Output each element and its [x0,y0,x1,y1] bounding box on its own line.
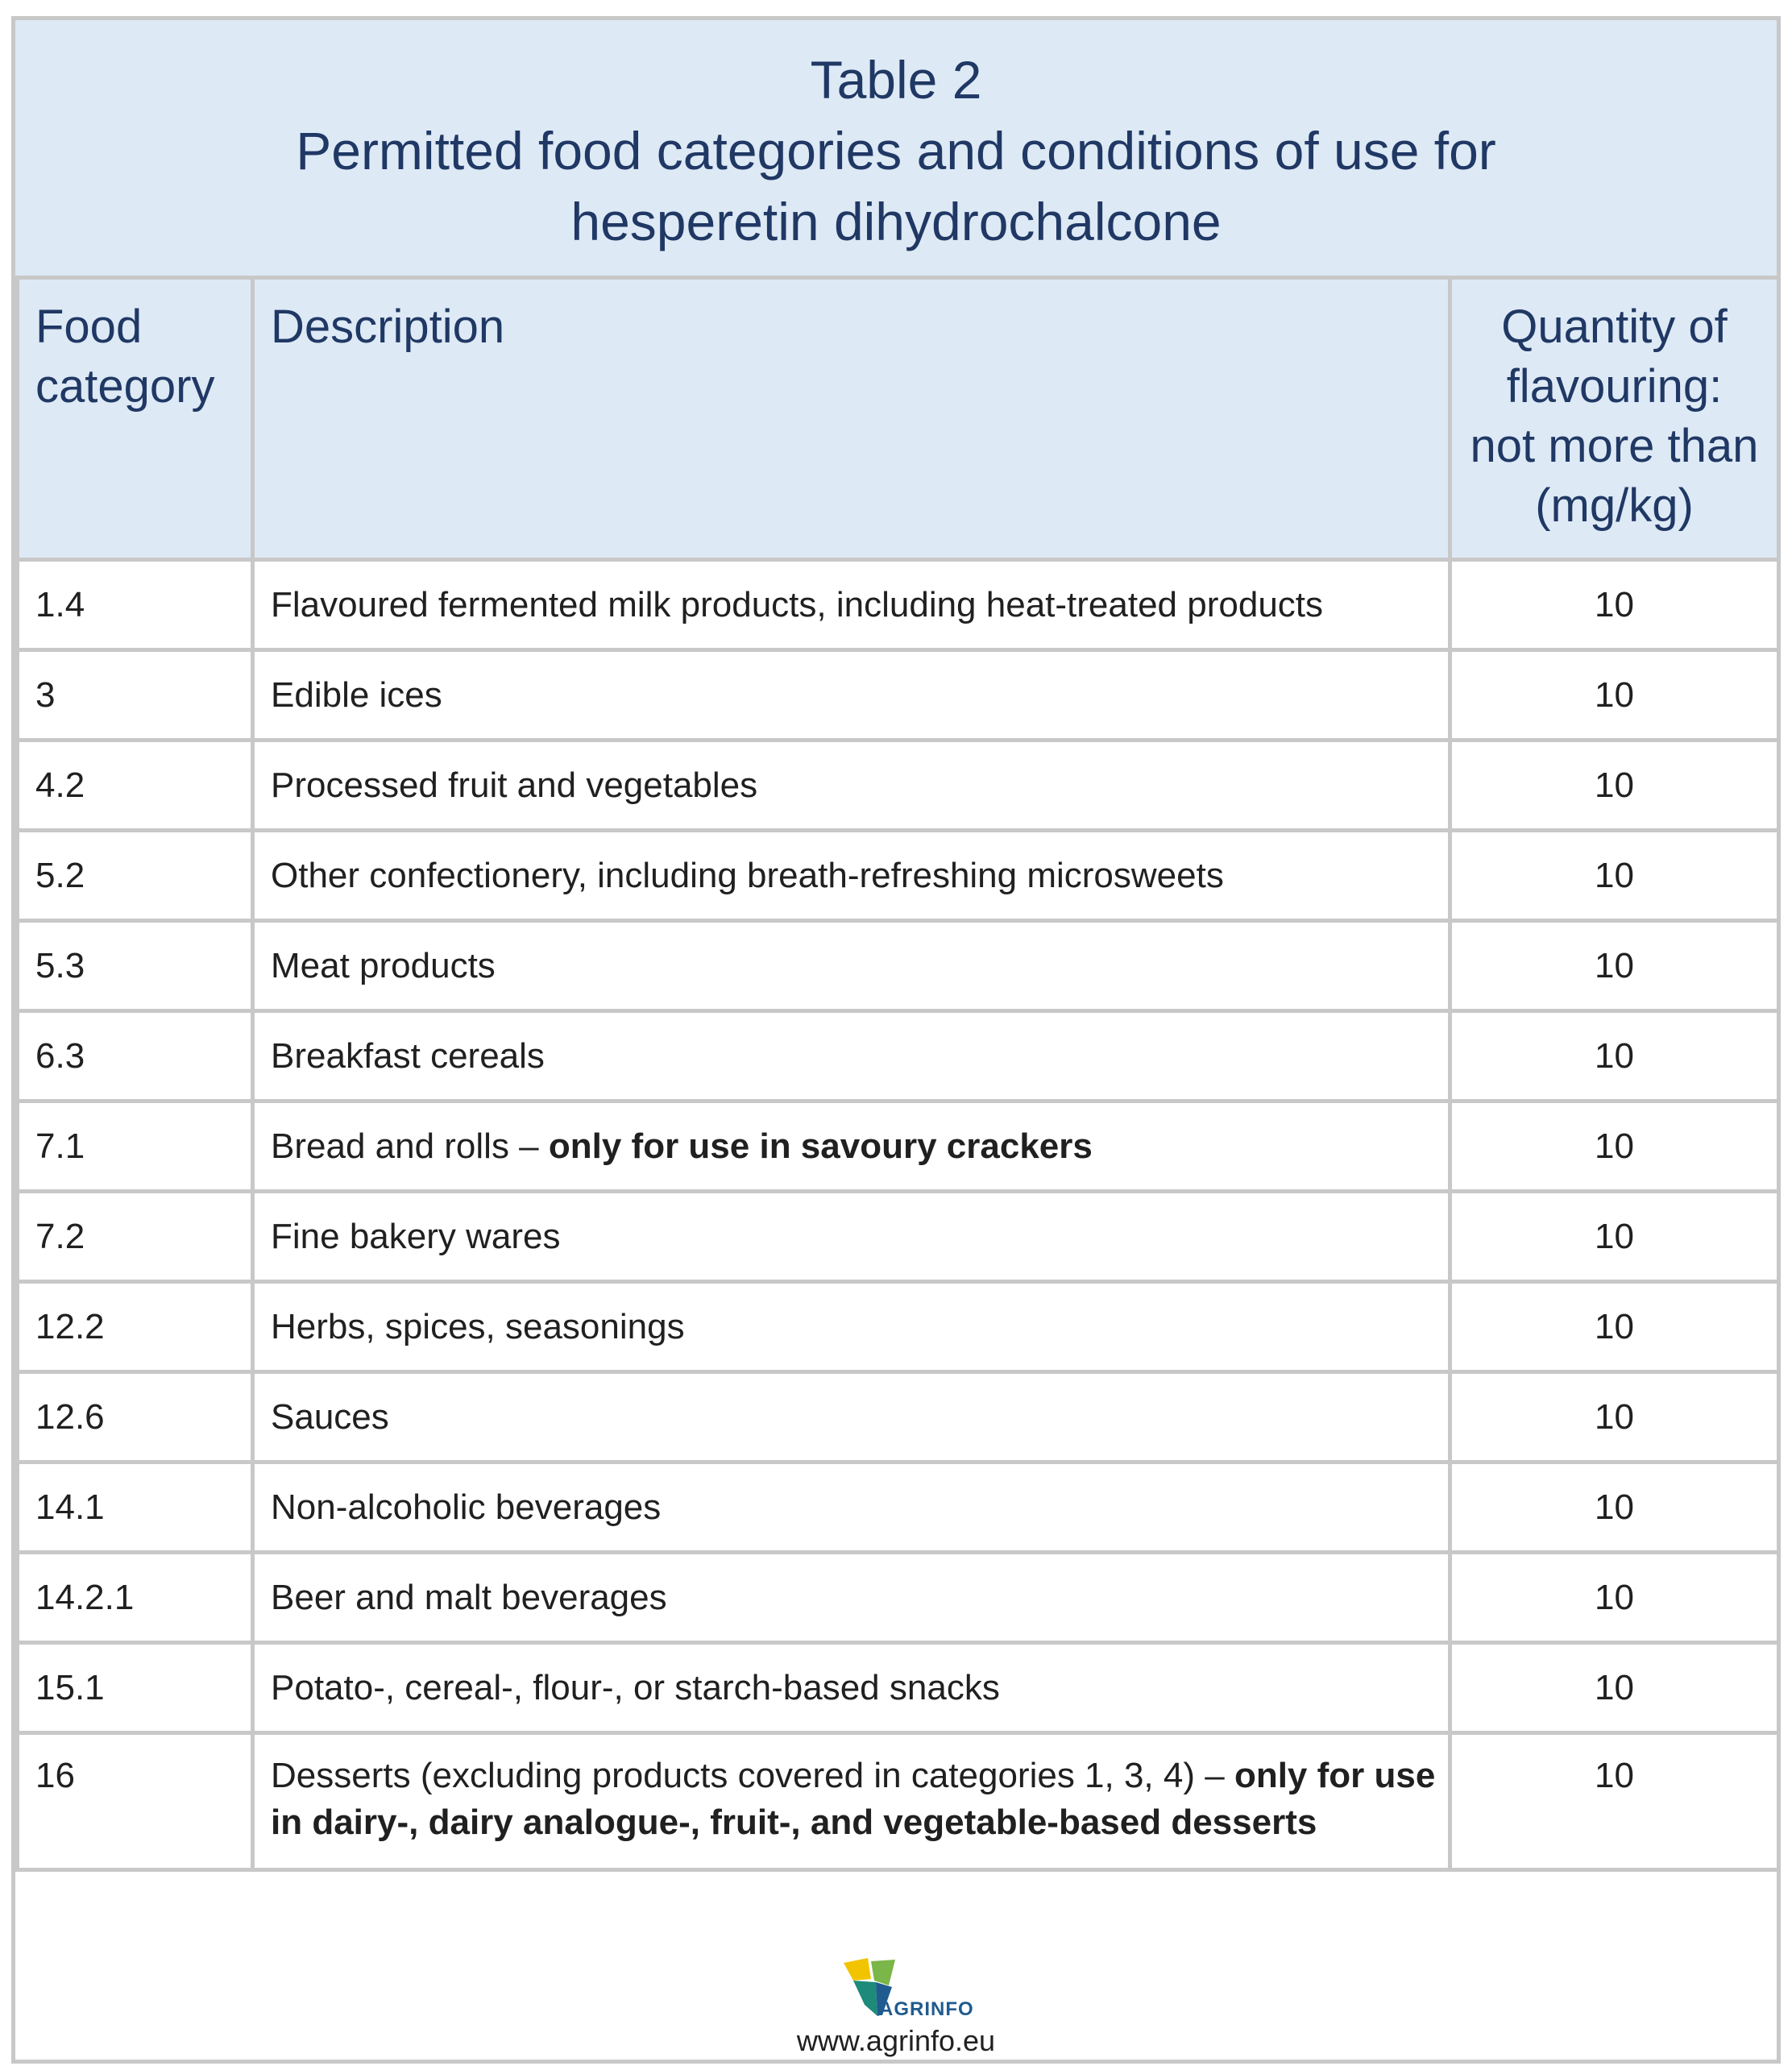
table-row [18,650,1779,741]
logo-text: AGRINFO [879,1998,974,2020]
cell-food-category: 12.2 [18,1282,253,1372]
cell-food-category: 16 [18,1733,253,1870]
cell-quantity: 10 [1450,1733,1779,1870]
description-text: Fine bakery wares [271,1216,561,1256]
description-text: Beer and malt beverages [271,1577,667,1617]
cell-description [253,1462,1450,1553]
cell-description [253,1643,1450,1733]
description-text: Potato-, cereal-, flour-, or starch-based snacks [271,1667,1000,1707]
table-row [18,1372,1779,1462]
table-row [18,1101,1779,1192]
header-description: Description [253,278,1450,560]
header-quantity: Quantity of flavouring: not more than (mg/kg) [1450,278,1779,560]
description-restriction: only for use in dairy-, dairy analogue-, fruit-, and vegetable-based desserts [271,1756,1436,1842]
header-row [18,278,1779,560]
table-row [18,1643,1779,1733]
table-row [18,831,1779,921]
description-text: Meat products [271,945,496,985]
cell-description [253,831,1450,921]
table-number: Table 2 [810,50,982,110]
cell-description [253,1553,1450,1643]
cell-food-category: 15.1 [18,1643,253,1733]
cell-food-category: 14.2.1 [18,1553,253,1643]
website-url: www.agrinfo.eu [796,2024,996,2057]
cell-description [253,1372,1450,1462]
cell-food-category: 7.1 [18,1101,253,1192]
cell-food-category: 3 [18,650,253,741]
description-text: Breakfast cereals [271,1035,545,1076]
table-row [18,1282,1779,1372]
table-caption-line-1: Permitted food categories and conditions of use for [296,121,1496,180]
cell-food-category: 5.2 [18,831,253,921]
cell-quantity: 10 [1450,1372,1779,1462]
table-row [18,1733,1779,1870]
cell-food-category: 6.3 [18,1011,253,1101]
description-text: Sauces [271,1396,389,1437]
cell-quantity: 10 [1450,921,1779,1011]
cell-quantity: 10 [1450,831,1779,921]
table-caption-line-2: hesperetin dihydrochalcone [570,192,1222,251]
description-text: Other confectionery, including breath-refreshing microsweets [271,855,1224,895]
description-text: Bread and rolls – [271,1126,549,1166]
cell-food-category: 12.6 [18,1372,253,1462]
cell-quantity: 10 [1450,1462,1779,1553]
table-frame [11,16,1781,2064]
cell-quantity: 10 [1450,1192,1779,1282]
cell-quantity: 10 [1450,560,1779,650]
cell-food-category: 14.1 [18,1462,253,1553]
description-text: Flavoured fermented milk products, including heat-treated products [271,584,1324,624]
cell-food-category: 5.3 [18,921,253,1011]
footer [15,1879,1777,2060]
cell-quantity: 10 [1450,741,1779,831]
logo-teal-shape [853,1981,877,2016]
table-row [18,1553,1779,1643]
table-row [18,560,1779,650]
logo-yellow-shape [844,1958,871,1981]
table-row [18,921,1779,1011]
description-text: Herbs, spices, seasonings [271,1306,685,1346]
description-text: Desserts (excluding products covered in categories 1, 3, 4) – [271,1756,1234,1795]
description-text: Non-alcoholic beverages [271,1487,662,1527]
food-category-table [15,276,1781,1872]
logo-green-shape [871,1960,895,1985]
cell-description [253,741,1450,831]
cell-description [253,1282,1450,1372]
cell-food-category: 4.2 [18,741,253,831]
cell-food-category: 1.4 [18,560,253,650]
cell-quantity: 10 [1450,650,1779,741]
cell-description [253,1101,1450,1192]
cell-description [253,921,1450,1011]
cell-food-category: 7.2 [18,1192,253,1282]
cell-description [253,1192,1450,1282]
cell-quantity: 10 [1450,1553,1779,1643]
table-row [18,1192,1779,1282]
description-text: Edible ices [271,674,442,715]
cell-quantity: 10 [1450,1101,1779,1192]
description-restriction: only for use in savoury crackers [548,1126,1093,1166]
header-food-category: Food category [18,278,253,560]
cell-description [253,650,1450,741]
cell-description [253,1733,1450,1870]
cell-description [253,1011,1450,1101]
cell-quantity: 10 [1450,1643,1779,1733]
table-row [18,741,1779,831]
description-text: Processed fruit and vegetables [271,765,758,805]
table-row [18,1011,1779,1101]
cell-quantity: 10 [1450,1011,1779,1101]
table-title [15,20,1777,280]
table-row [18,1462,1779,1553]
cell-description [253,560,1450,650]
cell-quantity: 10 [1450,1282,1779,1372]
